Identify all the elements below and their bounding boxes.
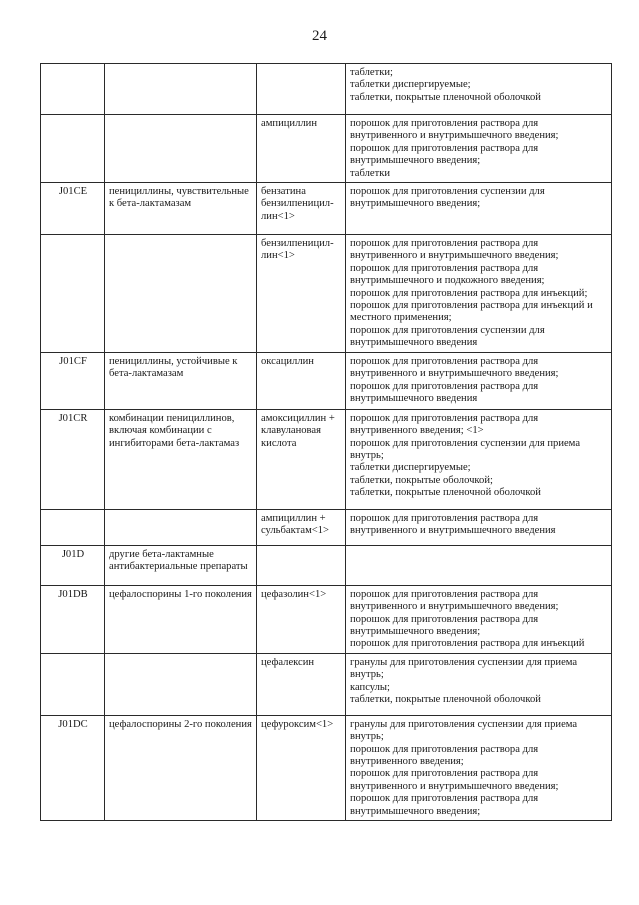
dosage-forms-cell <box>346 545 612 585</box>
dosage-forms-cell <box>346 183 612 235</box>
text-line: порошок для приготовления раствора для <box>350 768 539 780</box>
text-line: порошок для приготовления раствора для <box>350 743 539 755</box>
text-line: внутримышечного введения <box>350 337 478 349</box>
text-line: капсулы; <box>350 681 390 693</box>
drug-table <box>40 63 612 821</box>
text-line: включая комбинации с <box>109 425 212 437</box>
text-line: порошок для приготовления суспензии для приема <box>350 437 581 449</box>
text-line: таблетки <box>350 167 391 179</box>
atc-code-cell <box>41 653 105 715</box>
text-line: таблетки диспергируемые; <box>350 462 471 474</box>
text-line: гранулы для приготовления суспензии для приема <box>350 656 578 668</box>
text-line: клавулановая <box>261 425 321 437</box>
dosage-forms-cell <box>346 409 612 509</box>
text-line: ампициллин <box>261 118 317 129</box>
text-line: гранулы для приготовления суспензии для приема <box>350 718 578 730</box>
text-line: внутримышечного введения <box>350 392 478 404</box>
atc-group-cell <box>105 545 257 585</box>
text-line: порошок для приготовления раствора для <box>350 355 539 367</box>
atc-group-cell <box>105 715 257 820</box>
atc-code-cell: J01CR <box>41 409 105 509</box>
text-line: порошок для приготовления раствора для <box>350 412 539 424</box>
text-line: бензилпеницил- <box>261 238 334 250</box>
text-line: комбинации пенициллинов, <box>109 412 235 424</box>
drug-name-cell <box>257 585 346 653</box>
atc-code-cell <box>41 64 105 115</box>
text-line: цефалоспорины 2-го поколения <box>109 718 252 730</box>
drug-name-cell <box>257 352 346 409</box>
atc-group-cell <box>105 64 257 115</box>
dosage-forms-cell <box>346 653 612 715</box>
text-line: внутривенного введения; <1> <box>350 425 484 437</box>
atc-group-cell <box>105 585 257 653</box>
drug-name-cell <box>257 183 346 235</box>
atc-code-cell <box>41 115 105 183</box>
text-line: порошок для приготовления раствора для инъекций <box>350 638 585 650</box>
text-line: к бета-лактамазам <box>109 198 192 210</box>
table-row <box>41 409 612 509</box>
text-line: кислота <box>261 437 297 449</box>
drug-name-cell <box>257 653 346 715</box>
table-row <box>41 183 612 235</box>
text-line: сульбактам<1> <box>261 525 330 537</box>
table-row <box>41 653 612 715</box>
table-row <box>41 235 612 353</box>
dosage-forms-cell <box>346 64 612 115</box>
atc-group-cell <box>105 235 257 353</box>
text-line: бензатина <box>261 186 306 198</box>
text-line: внутривенного введения; <box>350 755 464 767</box>
table-row <box>41 64 612 115</box>
text-line: порошок для приготовления раствора для <box>350 613 539 625</box>
dosage-forms-cell <box>346 115 612 183</box>
text-line: цефазолин<1> <box>261 588 327 600</box>
text-line: цефуроксим<1> <box>261 718 334 730</box>
text-line: внутривенного и внутримышечного введения; <box>350 780 559 792</box>
text-line: другие бета-лактамные <box>109 548 214 560</box>
dosage-forms-cell <box>346 509 612 545</box>
drug-name-cell <box>257 545 346 585</box>
text-line: цефалоспорины 1-го поколения <box>109 588 252 600</box>
table-row <box>41 715 612 820</box>
drug-name-cell <box>257 115 346 183</box>
table-row <box>41 545 612 585</box>
text-line: порошок для приготовления раствора для <box>350 238 539 250</box>
text-line: порошок для приготовления раствора для <box>350 142 539 154</box>
table-row <box>41 585 612 653</box>
text-line: порошок для приготовления раствора для <box>350 512 539 524</box>
atc-code-cell: J01CF <box>41 352 105 409</box>
text-line: порошок для приготовления раствора для <box>350 380 539 392</box>
page-number: 24 <box>312 28 327 44</box>
text-line: ингибиторами бета-лактамаз <box>109 437 240 449</box>
text-line: бензилпеницил- <box>261 198 334 210</box>
table-row <box>41 509 612 545</box>
text-line: антибактериальные препараты <box>109 561 248 573</box>
dosage-forms-cell <box>346 715 612 820</box>
atc-group-cell <box>105 509 257 545</box>
text-line: внутривенного и внутримышечного введения; <box>350 368 559 380</box>
text-line: таблетки, покрытые пленочной оболочкой <box>350 487 541 499</box>
atc-group-cell <box>105 352 257 409</box>
text-line: оксациллин <box>261 355 314 367</box>
text-line: бета-лактамазам <box>109 368 184 380</box>
text-line: внутримышечного и подкожного введения; <box>350 275 545 287</box>
atc-group-cell <box>105 115 257 183</box>
atc-code-cell: J01D <box>41 545 105 585</box>
text-line: порошок для приготовления раствора для <box>350 118 539 129</box>
text-line: пенициллины, устойчивые к <box>109 355 238 367</box>
drug-name-cell <box>257 409 346 509</box>
text-line: порошок для приготовления раствора для <box>350 262 539 274</box>
text-line: внутримышечного введения; <box>350 155 481 167</box>
atc-group-cell <box>105 183 257 235</box>
text-line: внутримышечного введения; <box>350 625 481 637</box>
text-line: порошок для приготовления раствора для инъекций; <box>350 287 588 299</box>
atc-group-cell <box>105 653 257 715</box>
dosage-forms-cell <box>346 352 612 409</box>
text-line: местного применения; <box>350 312 452 324</box>
text-line: лин<1> <box>261 250 295 262</box>
text-line: внутривенного и внутримышечного введения; <box>350 601 559 613</box>
text-line: лин<1> <box>261 210 295 222</box>
atc-code-cell <box>41 235 105 353</box>
drug-name-cell <box>257 235 346 353</box>
atc-code-cell: J01DB <box>41 585 105 653</box>
text-line: внутрь; <box>350 731 384 743</box>
text-line: порошок для приготовления раствора для <box>350 588 539 600</box>
drug-name-cell <box>257 509 346 545</box>
text-line: таблетки, покрытые пленочной оболочкой <box>350 91 541 103</box>
dosage-forms-cell <box>346 235 612 353</box>
drug-name-cell <box>257 64 346 115</box>
text-line: внутривенного и внутримышечного введения <box>350 525 556 537</box>
text-line: амоксициллин + <box>261 412 335 424</box>
text-line: внутримышечного введения; <box>350 198 481 210</box>
text-line: внутривенного и внутримышечного введения; <box>350 130 559 142</box>
atc-code-cell: J01DC <box>41 715 105 820</box>
table-row <box>41 352 612 409</box>
text-line: внутрь; <box>350 669 384 681</box>
text-line: порошок для приготовления суспензии для <box>350 324 545 336</box>
text-line: таблетки диспергируемые; <box>350 79 471 91</box>
atc-group-cell <box>105 409 257 509</box>
text-line: таблетки; <box>350 67 393 78</box>
text-line: внутривенного и внутримышечного введения; <box>350 250 559 262</box>
text-line: внутримышечного введения; <box>350 805 481 817</box>
atc-code-cell: J01CE <box>41 183 105 235</box>
dosage-forms-cell <box>346 585 612 653</box>
text-line: порошок для приготовления раствора для <box>350 793 539 805</box>
text-line: таблетки, покрытые оболочкой; <box>350 474 493 486</box>
text-line: цефалексин <box>261 656 315 668</box>
text-line: внутрь; <box>350 449 384 461</box>
table-row <box>41 115 612 183</box>
drug-name-cell <box>257 715 346 820</box>
text-line: таблетки, покрытые пленочной оболочкой <box>350 693 541 705</box>
text-line: порошок для приготовления суспензии для <box>350 186 545 198</box>
text-line: ампициллин + <box>261 512 326 524</box>
text-line: пенициллины, чувствительные <box>109 186 249 198</box>
atc-code-cell <box>41 509 105 545</box>
text-line: порошок для приготовления раствора для инъекций и <box>350 300 593 312</box>
